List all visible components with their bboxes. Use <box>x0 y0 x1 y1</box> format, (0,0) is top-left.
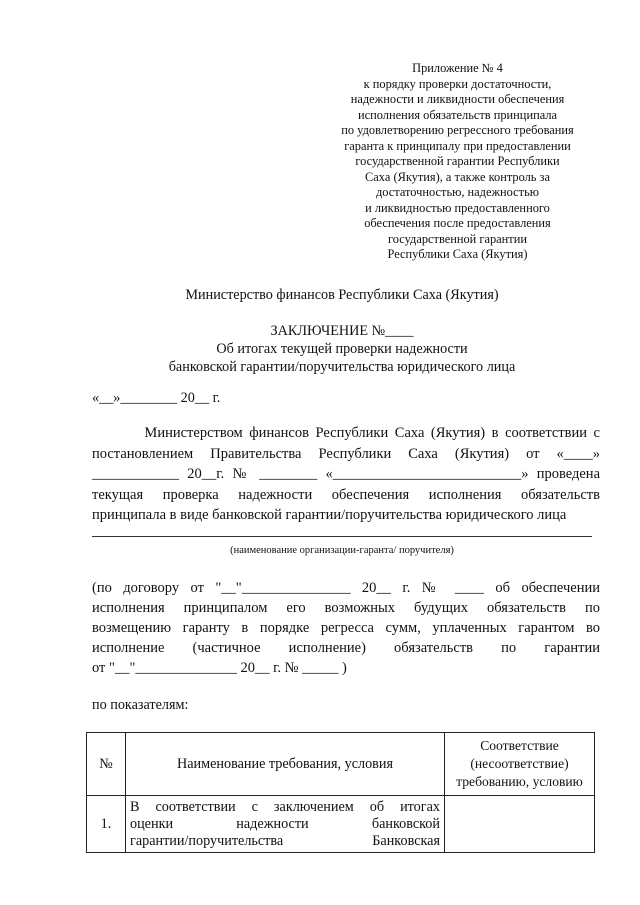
title-line: банковской гарантии/поручительства юридического лица <box>168 359 516 375</box>
guarantor-caption: (наименование организации-гаранта/ поручителя) <box>230 545 454 556</box>
row-num: 1. <box>87 796 126 853</box>
header-compliance <box>445 733 595 796</box>
paragraph-line: постановлением Правительства Республики Саха (Якутия) от «____» <box>92 446 600 462</box>
header-compliance-line: (несоответствие) <box>470 756 569 771</box>
paragraph-line: от "__"______________ 20__ г. № _____ ) <box>92 660 347 676</box>
row-name <box>126 796 445 853</box>
appendix-header <box>316 61 599 263</box>
appendix-line: достаточностью, надежностью <box>375 185 539 199</box>
appendix-line: гаранта к принципалу при предоставлении <box>344 138 571 153</box>
appendix-line: надежности и ликвидности обеспечения <box>350 92 565 106</box>
document-title <box>0 322 640 376</box>
row-compliance[interactable] <box>445 796 595 853</box>
paragraph-line: (по договору от "__"_______________ 20__ г. № ____ об обеспечении <box>92 580 600 596</box>
header-compliance-line: Соответствие <box>480 738 559 753</box>
paragraph-line: принципала в виде банковской гарантии/поручительства юридического лица <box>92 507 567 523</box>
ministry-name: Министерство финансов Республики Саха (Якутия) <box>185 287 499 303</box>
requirements-table <box>86 732 595 853</box>
appendix-line: Саха (Якутия), а также контроль за <box>365 169 550 184</box>
row-name-line: оценки надежности банковской <box>130 815 440 832</box>
header-num: № <box>87 733 126 796</box>
paragraph-line: ____________ 20__г. № ________ «__________________________» проведена <box>92 466 600 482</box>
paragraph-line: текущая проверка надежности обеспечения исполнения обязательств <box>92 487 600 503</box>
paragraph-line: исполнения принципалом его возможных будущих обязательств по <box>92 600 600 616</box>
appendix-line: и ликвидностью предоставленного <box>365 200 550 215</box>
appendix-line: к порядку проверки достаточности, <box>363 76 552 91</box>
table-header-row <box>87 733 595 796</box>
row-name-line: гарантии/поручительства Банковская <box>130 832 440 849</box>
guarantor-name-line <box>92 536 592 537</box>
title-heading: ЗАКЛЮЧЕНИЕ №____ <box>270 323 414 339</box>
paragraph-line: исполнение (частичное исполнение) обязательств по гарантии <box>92 640 600 656</box>
date-line: «__»________ 20__ г. <box>92 390 221 406</box>
appendix-line: исполнения обязательств принципала <box>357 107 557 122</box>
appendix-line: обеспечения после предоставления <box>364 216 551 230</box>
indicators-label: по показателям: <box>92 697 189 713</box>
appendix-line: по удовлетворению регрессного требования <box>341 123 574 137</box>
header-compliance-line: требованию, условию <box>456 774 583 789</box>
paragraph-line: Министерством финансов Республики Саха (Якутия) в соответствии с <box>92 425 600 441</box>
appendix-line: Республики Саха (Якутия) <box>387 247 528 261</box>
appendix-line: государственной гарантии <box>388 231 527 246</box>
header-name: Наименование требования, условия <box>126 733 445 796</box>
title-line: Об итогах текущей проверки надежности <box>216 341 468 357</box>
appendix-line: государственной гарантии Республики <box>355 154 560 168</box>
table-row <box>87 796 595 853</box>
row-name-line: В соответствии с заключением об итогах <box>130 798 440 815</box>
paragraph-line: возмещению гаранту в порядке регресса сумм, уплаченных гарантом во <box>92 620 600 636</box>
appendix-line: Приложение № 4 <box>412 61 503 75</box>
